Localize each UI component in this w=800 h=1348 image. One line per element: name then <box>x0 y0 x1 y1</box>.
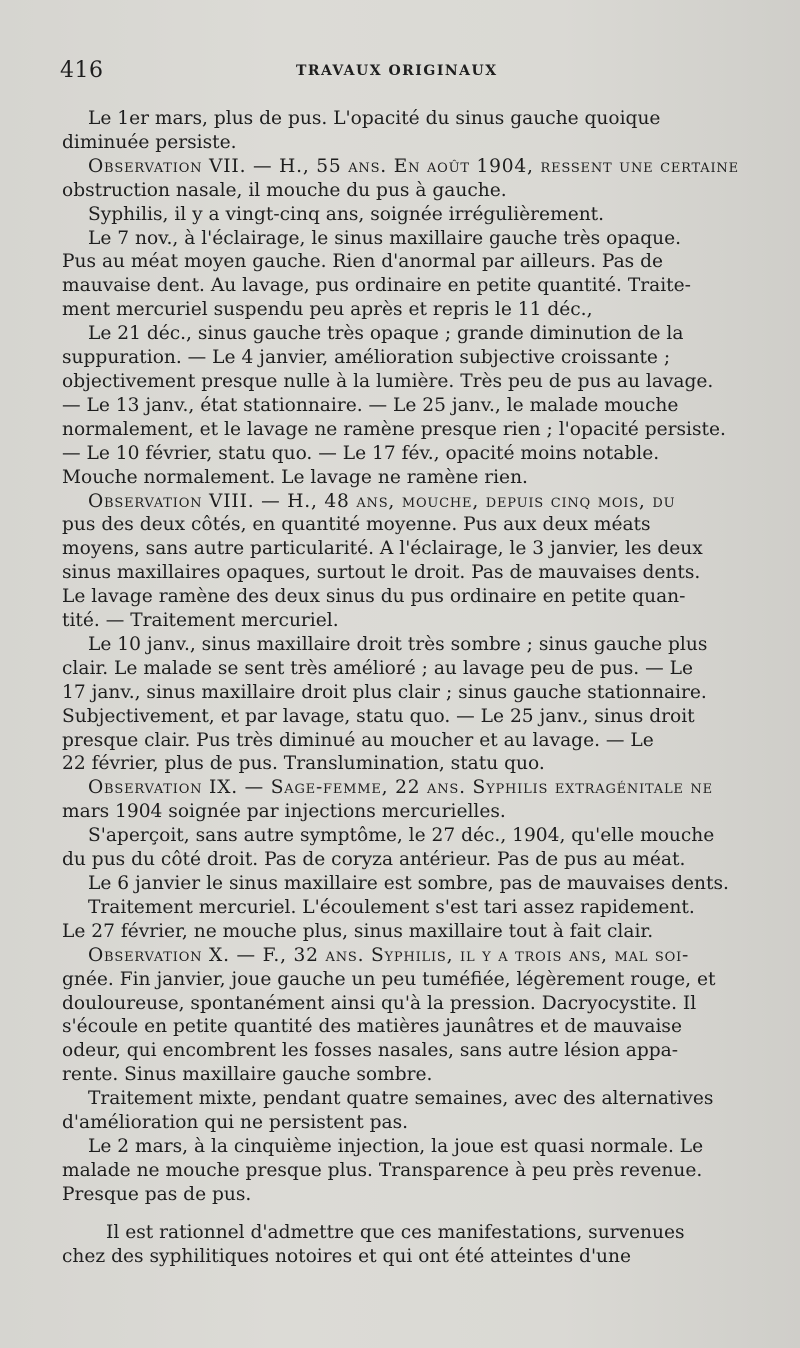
text-line: Traitement mercuriel. L'écoulement s'est tari assez rapidement. <box>88 896 695 918</box>
text-line: diminuée persiste. <box>62 131 237 153</box>
text-line: Traitement mixte, pendant quatre semaines, avec des alternatives <box>88 1088 714 1110</box>
text-line: Syphilis, il y a vingt-cinq ans, soignée irrégulièrement. <box>88 203 605 225</box>
text-line: Presque pas de pus. <box>62 1183 252 1205</box>
text-line: 22 février, plus de pus. Translumination, statu quo. <box>62 753 545 775</box>
text-line: moyens, sans autre particularité. A l'éclairage, le 3 janvier, les deux <box>62 538 703 560</box>
text-line: pus des deux côtés, en quantité moyenne. Pus aux deux méats <box>62 514 651 536</box>
text-line: Le lavage ramène des deux sinus du pus ordinaire en petite quan- <box>62 586 686 608</box>
text-line: du pus du côté droit. Pas de coryza antérieur. Pas de pus au méat. <box>62 849 686 871</box>
text-line: Le 7 nov., à l'éclairage, le sinus maxillaire gauche très opaque. <box>88 227 682 249</box>
text-line: rente. Sinus maxillaire gauche sombre. <box>62 1064 433 1086</box>
text-line: — Le 10 février, statu quo. — Le 17 fév., opacité moins notable. <box>62 442 660 464</box>
text-line: suppuration. — Le 4 janvier, amélioration subjective croissante ; <box>62 347 671 369</box>
text-line: d'amélioration qui ne persistent pas. <box>62 1112 409 1134</box>
text-line: mauvaise dent. Au lavage, pus ordinaire en petite quantité. Traite- <box>62 275 691 297</box>
text-line: Mouche normalement. Le lavage ne ramène rien. <box>62 466 528 488</box>
text-line: presque clair. Pus très diminué au moucher et au lavage. — Le <box>62 729 654 751</box>
observation-heading-line: Observation IX. — Sage-femme, 22 ans. Syphilis extragénitale ne <box>88 777 713 799</box>
text-line: obstruction nasale, il mouche du pus à gauche. <box>62 179 507 201</box>
text-line: Le 10 janv., sinus maxillaire droit très sombre ; sinus gauche plus <box>88 633 708 655</box>
observation-heading-line: Observation X. — F., 32 ans. Syphilis, il y a trois ans, mal soi- <box>88 944 690 966</box>
paragraph-gap <box>62 1207 754 1221</box>
text-line: 17 janv., sinus maxillaire droit plus clair ; sinus gauche stationnaire. <box>62 681 707 703</box>
text-line: odeur, qui encombrent les fosses nasales, sans autre lésion appa- <box>62 1040 679 1062</box>
page-number: 416 <box>60 58 104 83</box>
text-line: chez des syphilitiques notoires et qui ont été atteintes d'une <box>62 1245 632 1267</box>
text-line: malade ne mouche presque plus. Transparence à peu près revenue. <box>62 1159 703 1181</box>
text-line: Le 21 déc., sinus gauche très opaque ; grande diminution de la <box>88 323 684 345</box>
text-line: douloureuse, spontanément ainsi qu'à la pression. Dacryocystite. Il <box>62 992 697 1014</box>
text-line: Pus au méat moyen gauche. Rien d'anormal par ailleurs. Pas de <box>62 251 664 273</box>
text-line: Le 6 janvier le sinus maxillaire est sombre, pas de mauvaises dents. <box>88 873 729 894</box>
text-line: s'écoule en petite quantité des matières jaunâtres et de mauvaise <box>62 1016 682 1038</box>
text-line: Le 27 février, ne mouche plus, sinus maxillaire tout à fait clair. <box>62 920 654 942</box>
text-line: tité. — Traitement mercuriel. <box>62 610 339 632</box>
observation-heading-line: Observation VIII. — H., 48 ans, mouche, depuis cinq mois, du <box>88 490 676 512</box>
running-title: TRAVAUX ORIGINAUX <box>296 63 498 79</box>
text-line: Subjectivement, et par lavage, statu quo. — Le 25 janv., sinus droit <box>62 705 695 727</box>
text-line: Le 1er mars, plus de pus. L'opacité du sinus gauche quoique <box>88 108 661 129</box>
text-line: objectivement presque nulle à la lumière. Très peu de pus au lavage. <box>62 370 714 392</box>
text-line: clair. Le malade se sent très amélioré ; au lavage peu de pus. — Le <box>62 657 693 679</box>
text-line: gnée. Fin janvier, joue gauche un peu tuméfiée, légèrement rouge, et <box>62 968 716 990</box>
text-line: S'aperçoit, sans autre symptôme, le 27 déc., 1904, qu'elle mouche <box>88 825 715 847</box>
text-line: normalement, et le lavage ne ramène presque rien ; l'opacité persiste. <box>62 418 726 440</box>
text-line: Il est rationnel d'admettre que ces manifestations, survenues <box>106 1221 685 1243</box>
text-line: ment mercuriel suspendu peu après et repris le 11 déc., <box>62 299 593 321</box>
observation-heading-line: Observation VII. — H., 55 ans. En août 1904, ressent une certaine <box>88 155 739 177</box>
text-line: mars 1904 soignée par injections mercurielles. <box>62 801 506 823</box>
text-line: sinus maxillaires opaques, surtout le droit. Pas de mauvaises dents. <box>62 562 701 584</box>
article-body <box>62 107 754 1269</box>
text-line: — Le 13 janv., état stationnaire. — Le 25 janv., le malade mouche <box>62 394 679 416</box>
text-line: Le 2 mars, à la cinquième injection, la joue est quasi normale. Le <box>88 1135 704 1157</box>
